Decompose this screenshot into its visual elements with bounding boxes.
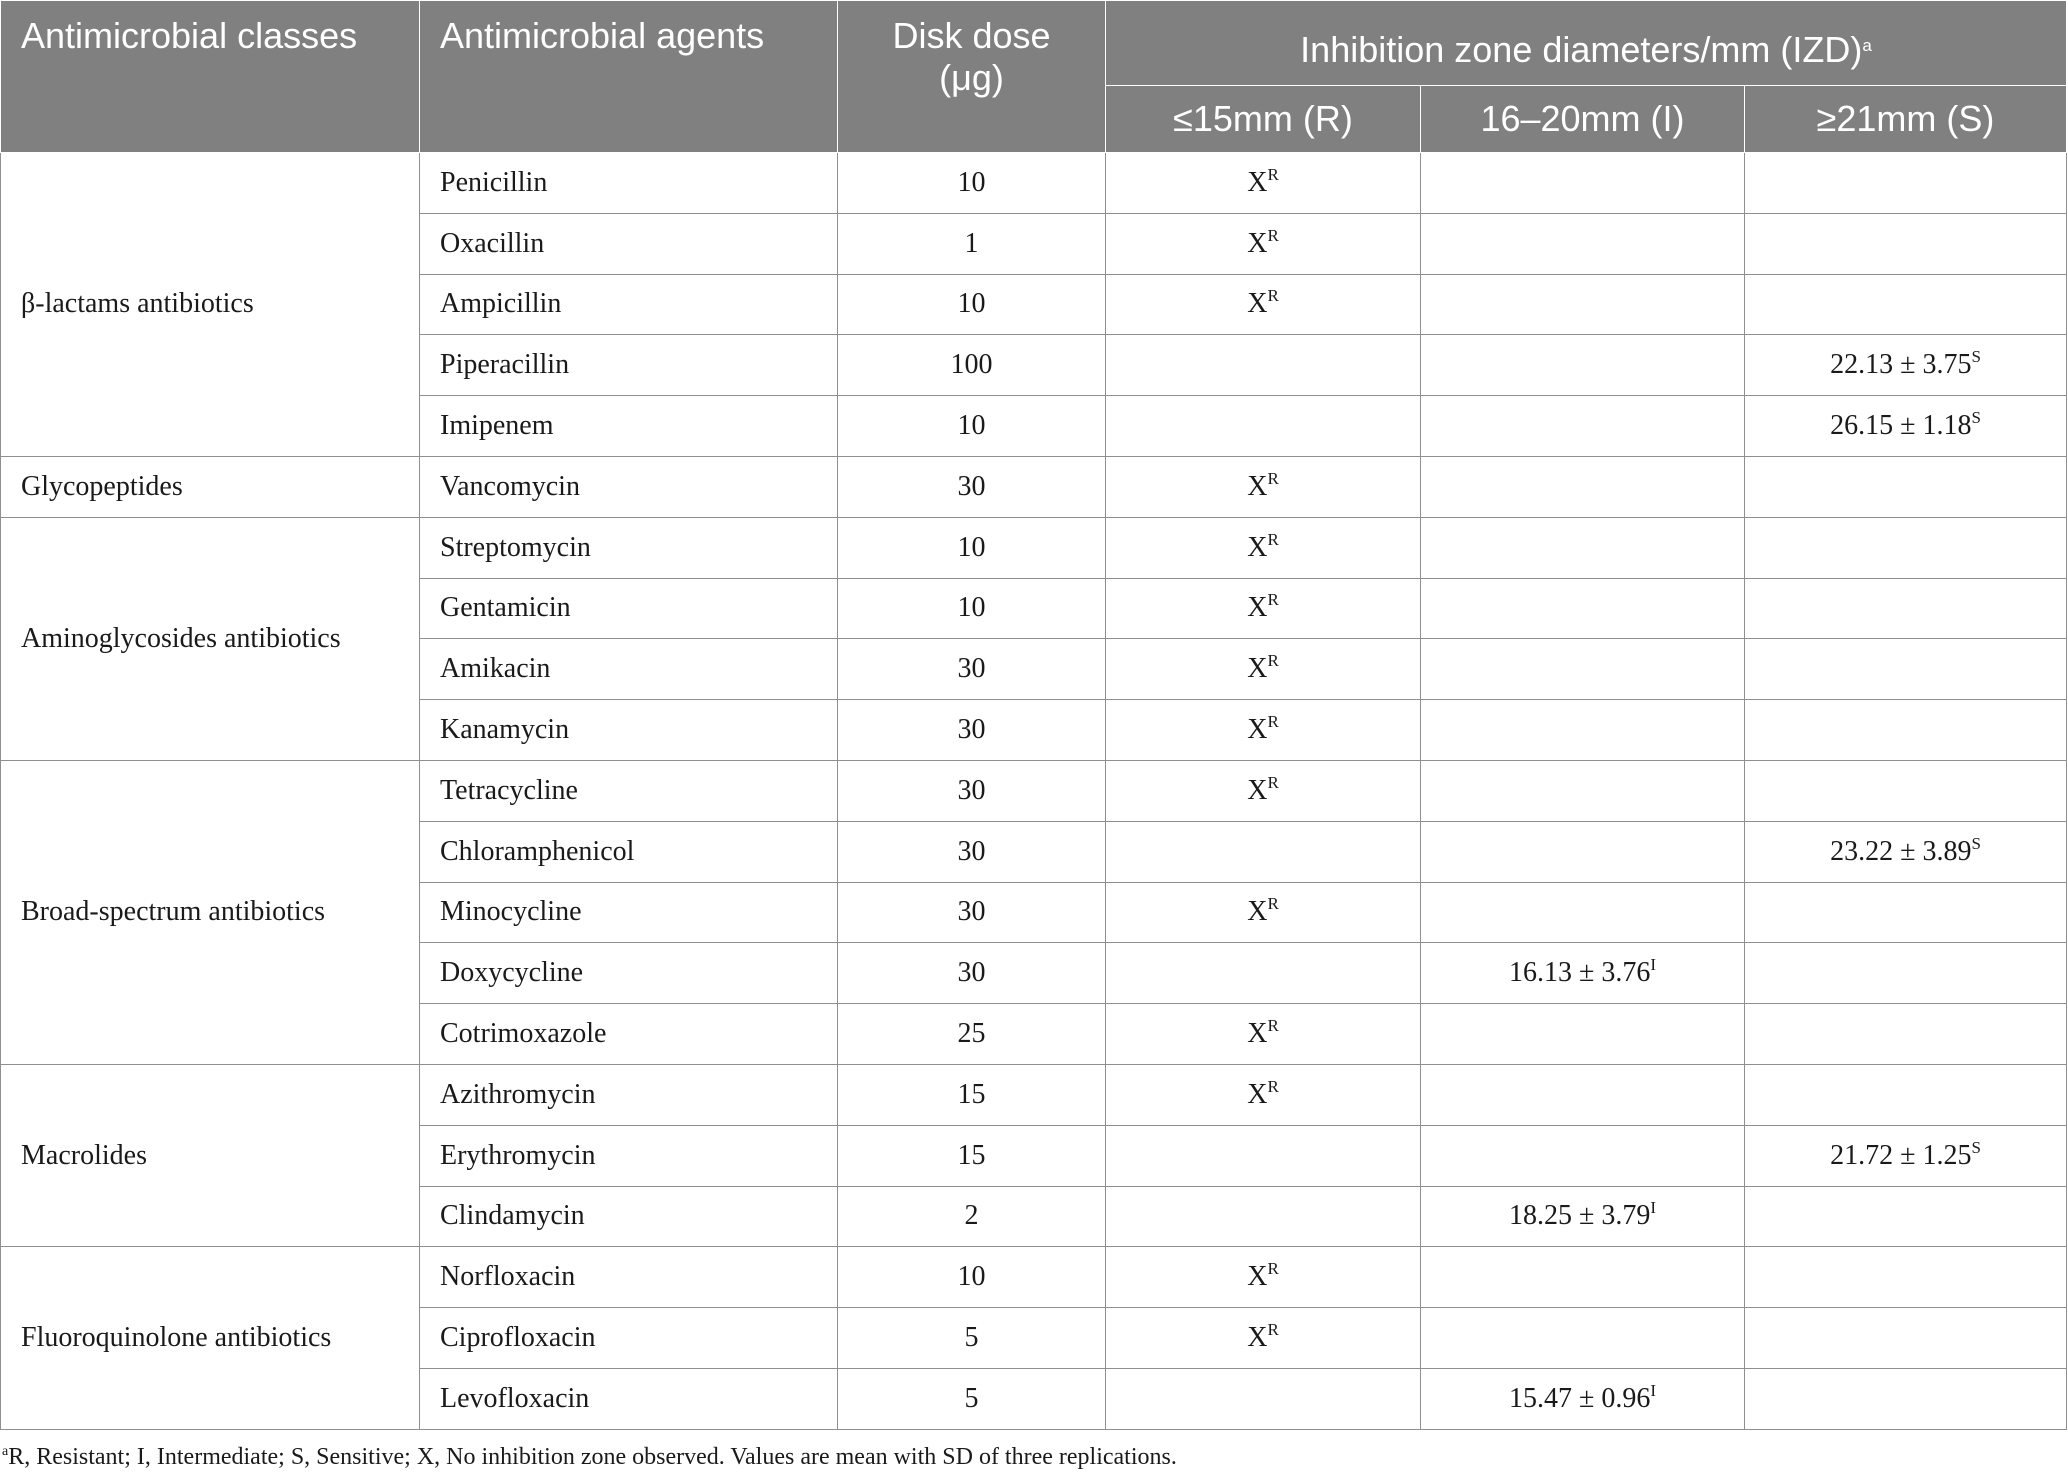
table-row: [1, 517, 2067, 578]
footnote-text: R, Resistant; I, Intermediate; S, Sensitive; X, No inhibition zone observed. Values are mean with SD of three replications.: [8, 1444, 1177, 1470]
agent-cell: Minocycline: [420, 882, 838, 943]
agent-cell: Ciprofloxacin: [420, 1308, 838, 1369]
sensitive-cell: [1745, 639, 2067, 700]
resistant-cell: [1106, 1368, 1421, 1429]
resistant-cell-value: X: [1247, 227, 1268, 259]
resistant-cell-value: X: [1247, 653, 1268, 685]
header-izd: [1106, 1, 2067, 86]
resistant-cell: [1106, 153, 1421, 214]
sensitive-cell: [1745, 700, 2067, 761]
resistant-cell-value: X: [1247, 896, 1268, 928]
resistant-cell-superscript: R: [1267, 590, 1279, 610]
header-izd-label: Inhibition zone diameters/mm (IZD): [1300, 29, 1863, 70]
agent-cell: Streptomycin: [420, 517, 838, 578]
intermediate-cell-value: 16.13 ± 3.76: [1508, 957, 1651, 989]
header-intermediate: 16–20mm (I): [1421, 86, 1745, 153]
resistant-cell-superscript: R: [1267, 894, 1279, 914]
resistant-cell: [1106, 760, 1421, 821]
resistant-cell-value: X: [1247, 166, 1268, 198]
agent-cell: Doxycycline: [420, 943, 838, 1004]
sensitive-cell: [1745, 517, 2067, 578]
sensitive-cell-superscript: S: [1971, 408, 1981, 428]
dose-cell: 10: [838, 396, 1106, 457]
table-row: [1, 456, 2067, 517]
sensitive-cell: [1745, 1125, 2067, 1186]
resistant-cell: [1106, 213, 1421, 274]
intermediate-cell-superscript: I: [1650, 1198, 1657, 1218]
intermediate-cell-superscript: I: [1650, 1380, 1657, 1400]
intermediate-cell: [1421, 578, 1745, 639]
class-cell: Fluoroquinolone antibiotics: [1, 1247, 420, 1429]
sensitive-cell: [1745, 1368, 2067, 1429]
intermediate-cell: [1421, 1368, 1745, 1429]
dose-cell: 10: [838, 274, 1106, 335]
header-resistant: ≤15mm (R): [1106, 86, 1421, 153]
agent-cell: Ampicillin: [420, 274, 838, 335]
resistant-cell: [1106, 821, 1421, 882]
resistant-cell-superscript: R: [1267, 772, 1279, 792]
dose-cell: 5: [838, 1308, 1106, 1369]
sensitive-cell-value: 23.22 ± 3.89: [1830, 835, 1972, 867]
agent-cell: Gentamicin: [420, 578, 838, 639]
dose-cell: 30: [838, 760, 1106, 821]
resistant-cell-value: X: [1247, 774, 1268, 806]
sensitive-cell: [1745, 153, 2067, 214]
resistant-cell-superscript: R: [1267, 468, 1279, 488]
sensitive-cell: [1745, 456, 2067, 517]
intermediate-cell-value: 15.47 ± 0.96: [1508, 1382, 1651, 1414]
agent-cell: Cotrimoxazole: [420, 1004, 838, 1065]
intermediate-cell: [1421, 456, 1745, 517]
intermediate-cell-value: 18.25 ± 3.79: [1508, 1200, 1651, 1232]
agent-cell: Penicillin: [420, 153, 838, 214]
resistant-cell-value: X: [1247, 714, 1268, 746]
dose-cell: 30: [838, 700, 1106, 761]
dose-cell: 10: [838, 517, 1106, 578]
resistant-cell-superscript: R: [1267, 286, 1279, 306]
intermediate-cell-superscript: I: [1650, 955, 1657, 975]
header-sensitive: ≥21mm (S): [1745, 86, 2067, 153]
agent-cell: Tetracycline: [420, 760, 838, 821]
agent-cell: Kanamycin: [420, 700, 838, 761]
sensitive-cell: [1745, 1064, 2067, 1125]
intermediate-cell: [1421, 213, 1745, 274]
agent-cell: Vancomycin: [420, 456, 838, 517]
agent-cell: Amikacin: [420, 639, 838, 700]
resistant-cell: [1106, 1308, 1421, 1369]
dose-cell: 25: [838, 1004, 1106, 1065]
intermediate-cell: [1421, 943, 1745, 1004]
dose-cell: 5: [838, 1368, 1106, 1429]
dose-cell: 2: [838, 1186, 1106, 1247]
resistant-cell: [1106, 700, 1421, 761]
resistant-cell: [1106, 882, 1421, 943]
resistant-cell-value: X: [1247, 531, 1268, 563]
resistant-cell-superscript: R: [1267, 529, 1279, 549]
sensitive-cell: [1745, 943, 2067, 1004]
resistant-cell: [1106, 274, 1421, 335]
header-dose: Disk dose (μg): [838, 1, 1106, 153]
resistant-cell: [1106, 578, 1421, 639]
sensitive-cell: [1745, 335, 2067, 396]
intermediate-cell: [1421, 1247, 1745, 1308]
dose-cell: 30: [838, 456, 1106, 517]
dose-cell: 100: [838, 335, 1106, 396]
resistant-cell-superscript: R: [1267, 1259, 1279, 1279]
dose-cell: 10: [838, 1247, 1106, 1308]
header-row: [1, 1, 2067, 86]
resistant-cell: [1106, 1064, 1421, 1125]
table-body: [1, 153, 2067, 1430]
sensitive-cell: [1745, 821, 2067, 882]
sensitive-cell: [1745, 213, 2067, 274]
dose-cell: 30: [838, 639, 1106, 700]
sensitive-cell-value: 26.15 ± 1.18: [1830, 410, 1972, 442]
sensitive-cell-value: 22.13 ± 3.75: [1830, 349, 1972, 381]
intermediate-cell: [1421, 821, 1745, 882]
class-cell: Glycopeptides: [1, 456, 420, 517]
table-row: [1, 153, 2067, 214]
resistant-cell: [1106, 1247, 1421, 1308]
agent-cell: Azithromycin: [420, 1064, 838, 1125]
agent-cell: Levofloxacin: [420, 1368, 838, 1429]
agent-cell: Piperacillin: [420, 335, 838, 396]
resistant-cell-value: X: [1247, 1322, 1268, 1354]
dose-cell: 30: [838, 943, 1106, 1004]
resistant-cell: [1106, 335, 1421, 396]
intermediate-cell: [1421, 1064, 1745, 1125]
table-row: [1, 760, 2067, 821]
resistant-cell: [1106, 1186, 1421, 1247]
intermediate-cell: [1421, 396, 1745, 457]
dose-cell: 15: [838, 1064, 1106, 1125]
intermediate-cell: [1421, 1186, 1745, 1247]
header-izd-footnote-marker: a: [1862, 36, 1872, 55]
header-classes: Antimicrobial classes: [1, 1, 420, 153]
resistant-cell: [1106, 943, 1421, 1004]
resistant-cell-value: X: [1247, 1018, 1268, 1050]
intermediate-cell: [1421, 639, 1745, 700]
sensitive-cell: [1745, 1004, 2067, 1065]
resistant-cell-value: X: [1247, 1261, 1268, 1293]
resistant-cell-value: X: [1247, 470, 1268, 502]
intermediate-cell: [1421, 517, 1745, 578]
sensitive-cell: [1745, 1308, 2067, 1369]
intermediate-cell: [1421, 274, 1745, 335]
intermediate-cell: [1421, 1308, 1745, 1369]
resistant-cell: [1106, 1125, 1421, 1186]
sensitive-cell-value: 21.72 ± 1.25: [1830, 1139, 1972, 1171]
resistant-cell-superscript: R: [1267, 1320, 1279, 1340]
sensitive-cell: [1745, 882, 2067, 943]
sensitive-cell-superscript: S: [1971, 347, 1981, 367]
agent-cell: Oxacillin: [420, 213, 838, 274]
resistant-cell: [1106, 396, 1421, 457]
intermediate-cell: [1421, 882, 1745, 943]
resistant-cell: [1106, 1004, 1421, 1065]
resistant-cell: [1106, 456, 1421, 517]
agent-cell: Chloramphenicol: [420, 821, 838, 882]
resistant-cell-value: X: [1247, 1078, 1268, 1110]
intermediate-cell: [1421, 1125, 1745, 1186]
intermediate-cell: [1421, 335, 1745, 396]
intermediate-cell: [1421, 700, 1745, 761]
agent-cell: Erythromycin: [420, 1125, 838, 1186]
intermediate-cell: [1421, 760, 1745, 821]
class-cell: Macrolides: [1, 1064, 420, 1246]
agent-cell: Norfloxacin: [420, 1247, 838, 1308]
resistant-cell-value: X: [1247, 592, 1268, 624]
sensitive-cell: [1745, 760, 2067, 821]
header-agents: Antimicrobial agents: [420, 1, 838, 153]
table-row: [1, 1064, 2067, 1125]
footnote-marker: a: [2, 1444, 9, 1459]
sensitive-cell-superscript: S: [1971, 1137, 1981, 1157]
table-footnote: [2, 1444, 1177, 1471]
sensitive-cell: [1745, 1247, 2067, 1308]
agent-cell: Imipenem: [420, 396, 838, 457]
resistant-cell: [1106, 517, 1421, 578]
dose-cell: 30: [838, 821, 1106, 882]
dose-cell: 10: [838, 578, 1106, 639]
resistant-cell-superscript: R: [1267, 225, 1279, 245]
resistant-cell-value: X: [1247, 288, 1268, 320]
class-cell: Broad-spectrum antibiotics: [1, 760, 420, 1064]
sensitive-cell: [1745, 578, 2067, 639]
sensitive-cell: [1745, 396, 2067, 457]
resistant-cell: [1106, 639, 1421, 700]
resistant-cell-superscript: R: [1267, 651, 1279, 671]
sensitive-cell: [1745, 1186, 2067, 1247]
table-row: [1, 1247, 2067, 1308]
resistant-cell-superscript: R: [1267, 712, 1279, 732]
resistant-cell-superscript: R: [1267, 1076, 1279, 1096]
resistant-cell-superscript: R: [1267, 164, 1279, 184]
agent-cell: Clindamycin: [420, 1186, 838, 1247]
dose-cell: 30: [838, 882, 1106, 943]
class-cell: β-lactams antibiotics: [1, 153, 420, 457]
intermediate-cell: [1421, 153, 1745, 214]
intermediate-cell: [1421, 1004, 1745, 1065]
class-cell: Aminoglycosides antibiotics: [1, 517, 420, 760]
sensitive-cell-superscript: S: [1971, 833, 1981, 853]
sensitive-cell: [1745, 274, 2067, 335]
dose-cell: 15: [838, 1125, 1106, 1186]
dose-cell: 1: [838, 213, 1106, 274]
dose-cell: 10: [838, 153, 1106, 214]
resistant-cell-superscript: R: [1267, 1016, 1279, 1036]
